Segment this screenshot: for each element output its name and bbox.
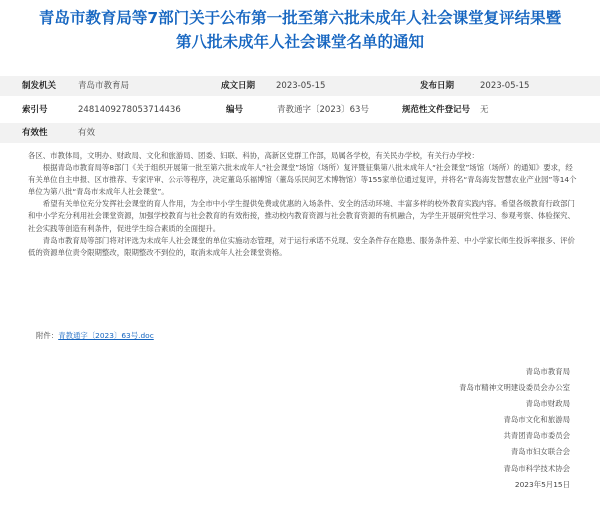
issuer-value: 青岛市教育局	[78, 81, 130, 91]
doc-number-label: 编号	[226, 105, 244, 115]
signatory-finance-bureau: 青岛市财政局	[525, 399, 570, 409]
validity-label: 有效性	[22, 128, 48, 138]
paragraph-2: 希望有关单位充分发挥社会课堂的育人作用，为全市中小学生提供免费或优惠的入场条件、安全的活动环境、丰富多样的校外教育实践内容。希望各级教育行政部门和中小学充分利用社会课堂资源，加强学校教育与社会教育的有效衔接，推动校内教育资源与社会教育资源的有机融合，为学生开展研究性学习、参观考察、体验探究、社会实践等创造有利条件，促进学生综合素质的全面提升。	[28, 199, 575, 233]
metadata-row-1	[0, 76, 600, 96]
regulation-label: 规范性文件登记号	[402, 105, 471, 115]
document-body	[28, 150, 578, 259]
signatories	[459, 364, 570, 493]
validity-value: 有效	[78, 128, 96, 138]
signatory-youth-league: 共青团青岛市委员会	[503, 431, 570, 441]
issuer-label: 制发机关	[22, 81, 57, 91]
published-date-label: 发布日期	[420, 81, 455, 91]
metadata-row-2	[0, 100, 600, 120]
index-label: 索引号	[22, 105, 48, 115]
attachment-label: 附件：	[36, 331, 59, 340]
doc-number-value: 青教通字〔2023〕63号	[277, 105, 369, 115]
signing-date: 2023年5月15日	[514, 479, 570, 489]
paragraph-3: 青岛市教育局等部门将对评选为未成年人社会课堂的单位实施动态管理，对于运行承诺不兑现、安全条件存在隐患、服务条件差、中小学家长师生投诉率报多、评价低的资源单位责令限期整改，限期整改不到位的，取消未成年人社会课堂资格。	[28, 235, 575, 257]
metadata-row-3	[0, 123, 600, 143]
signatory-womens-federation: 青岛市妇女联合会	[510, 447, 570, 457]
document-title	[0, 6, 600, 54]
paragraph-1: 根据青岛市教育局等8部门《关于组织开展第一批至第六批未成年人“社会课堂”场馆（场所）复评暨征集第八批未成年人“社会课堂”场馆（场所）的通知》要求，经有关单位自主申报、区市推荐、专家评审、公示等程序，决定董岛乐福博馆（董岛乐民间艺术博物馆）等155家单位通过复评，并将名“青岛海发智慧农业产业园”等14个单位为第八批“青岛市未成年人社会课堂”。	[28, 163, 577, 197]
signatory-civilization-office: 青岛市精神文明建设委员会办公室	[459, 383, 570, 393]
published-date-value: 2023-05-15	[480, 81, 530, 91]
signatory-science-association: 青岛市科学技术协会	[503, 463, 570, 473]
regulation-value: 无	[480, 105, 489, 115]
salutation: 各区、市教体局，文明办、财政局、文化和旅游局、团委、妇联、科协，高新区党群工作部，局属各学校，有关民办学校，有关行办学校：	[28, 151, 479, 160]
created-date-label: 成文日期	[221, 81, 256, 91]
signatory-culture-tourism-bureau: 青岛市文化和旅游局	[503, 415, 570, 425]
attachment-link[interactable]: 青教通字〔2023〕63号.doc	[58, 331, 154, 340]
created-date-value: 2023-05-15	[276, 81, 326, 91]
signatory-education-bureau: 青岛市教育局	[525, 367, 570, 376]
attachment	[36, 330, 154, 341]
title-line-2: 第八批未成年人社会课堂名单的通知	[175, 33, 424, 51]
index-value: 2481409278053714436	[78, 105, 181, 115]
title-line-1: 青岛市教育局等7部门关于公布第一批至第六批未成年人社会课堂复评结果暨	[38, 9, 562, 27]
